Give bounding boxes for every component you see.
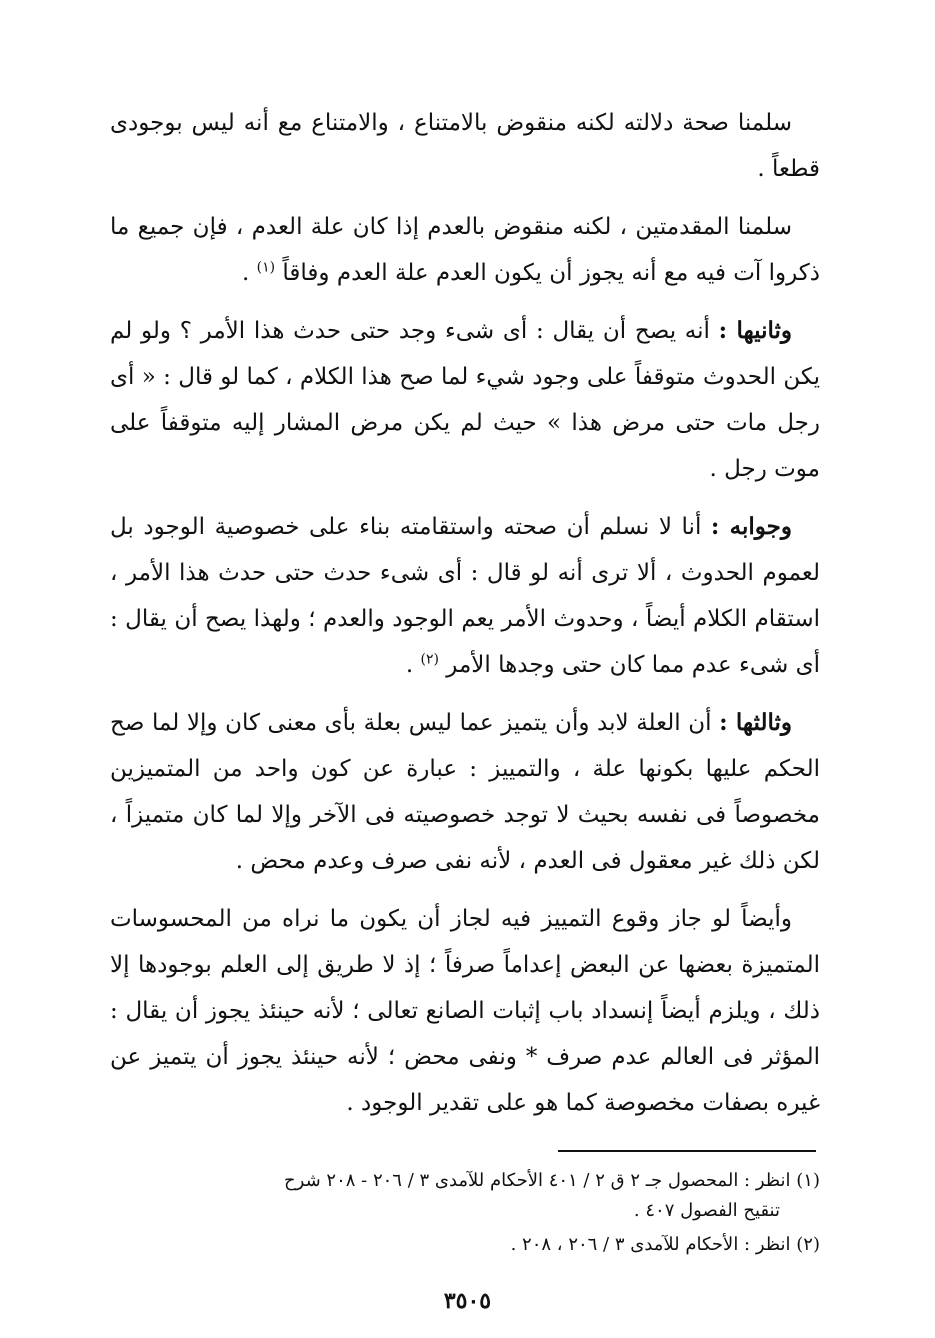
paragraph-3 [110, 308, 820, 492]
footnotes [105, 1166, 820, 1264]
paragraph-tail: . [405, 652, 421, 678]
footnote-divider [558, 1150, 816, 1152]
paragraph-text: أنا لا نسلم أن صحته واستقامته بناء على خصوصية الوجود بل لعموم الحدوث ، ألا ترى أنه لو قال : أى شىء حدث حتى حدث هذا الأمر ، استقام الكلام أيضاً ، وحدوث الأمر يعم الوجود والعدم ؛ ولهذا يصح أن يقال : أى شىء عدم مما كان حتى وجدها الأمر [110, 514, 820, 678]
paragraph-4 [110, 504, 820, 688]
footnote-1 [105, 1166, 820, 1226]
paragraph-text: سلمنا صحة دلالته لكنه منقوض بالامتناع ، والامتناع مع أنه ليس بوجودى قطعاً . [110, 110, 820, 182]
paragraph-text: وأيضاً لو جاز وقوع التمييز فيه لجاز أن يكون ما نراه من المحسوسات المتميزة بعضها عن البعض إعداماً صرفاً ؛ إذ لا طريق إلى العلم بوجودها إلا ذلك ، ويلزم أيضاً إنسداد باب إثبات الصانع تعالى ؛ لأنه حينئذ يجوز أن يقال : المؤثر فى العالم عدم صرف * ونفى محض ؛ لأنه حينئذ يجوز أن يتميز عن غيره بصفات مخصوصة كما هو على تقدير الوجود . [110, 906, 820, 1116]
footnote-line-continued: تنقيح الفصول ٤٠٧ . [633, 1200, 780, 1221]
paragraph-2 [110, 204, 820, 296]
main-text [110, 100, 820, 1138]
paragraph-5 [110, 700, 820, 884]
footnote-line: (١) انظر : المحصول جـ ٢ ق ٢ / ٤٠١ الأحكام للآمدى ٣ / ٢٠٦ - ٢٠٨ شرح [284, 1170, 820, 1191]
paragraph-tail: . [242, 260, 257, 286]
paragraph-6 [110, 896, 820, 1126]
paragraph-text: أنه يصح أن يقال : أى شىء وجد حتى حدث هذا الأمر ؟ ولو لم يكن الحدوث متوقفاً على وجود شيء لما صح هذا الكلام ، كما لو قال : « أى رجل مات حتى مرض هذا » حيث لم يكن مرض المشار إليه متوقفاً على موت رجل . [110, 318, 820, 482]
paragraph-text: سلمنا المقدمتين ، لكنه منقوض بالعدم إذا كان علة العدم ، فإن جميع ما ذكروا آت فيه مع أنه يجوز أن يكون العدم علة العدم وفاقاً [110, 214, 820, 286]
paragraph-text: أن العلة لابد وأن يتميز عما ليس بعلة بأى معنى كان وإلا لما صح الحكم عليها بكونها علة ، والتمييز : عبارة عن كون واحد من المتميزين مخصوصاً فى نفسه بحيث لا توجد خصوصيته فى الآخر وإلا لما كان متميزاً ، لكن ذلك غير معقول فى العدم ، لأنه نفى صرف وعدم محض . [110, 710, 820, 874]
footnote-ref: (٢) [420, 651, 439, 668]
footnote-ref: (١) [256, 259, 276, 276]
paragraph-1 [110, 100, 820, 192]
paragraph-lead: وثانيها : [718, 317, 792, 344]
paragraph-lead: وجوابه : [710, 513, 792, 540]
paragraph-lead: وثالثها : [719, 709, 792, 736]
footnote-2 [105, 1230, 820, 1260]
page-number: ٣٥٠٥ [443, 1288, 492, 1314]
footnote-line: (٢) انظر : الأحكام للآمدى ٣ / ٢٠٦ ، ٢٠٨ . [510, 1234, 820, 1255]
